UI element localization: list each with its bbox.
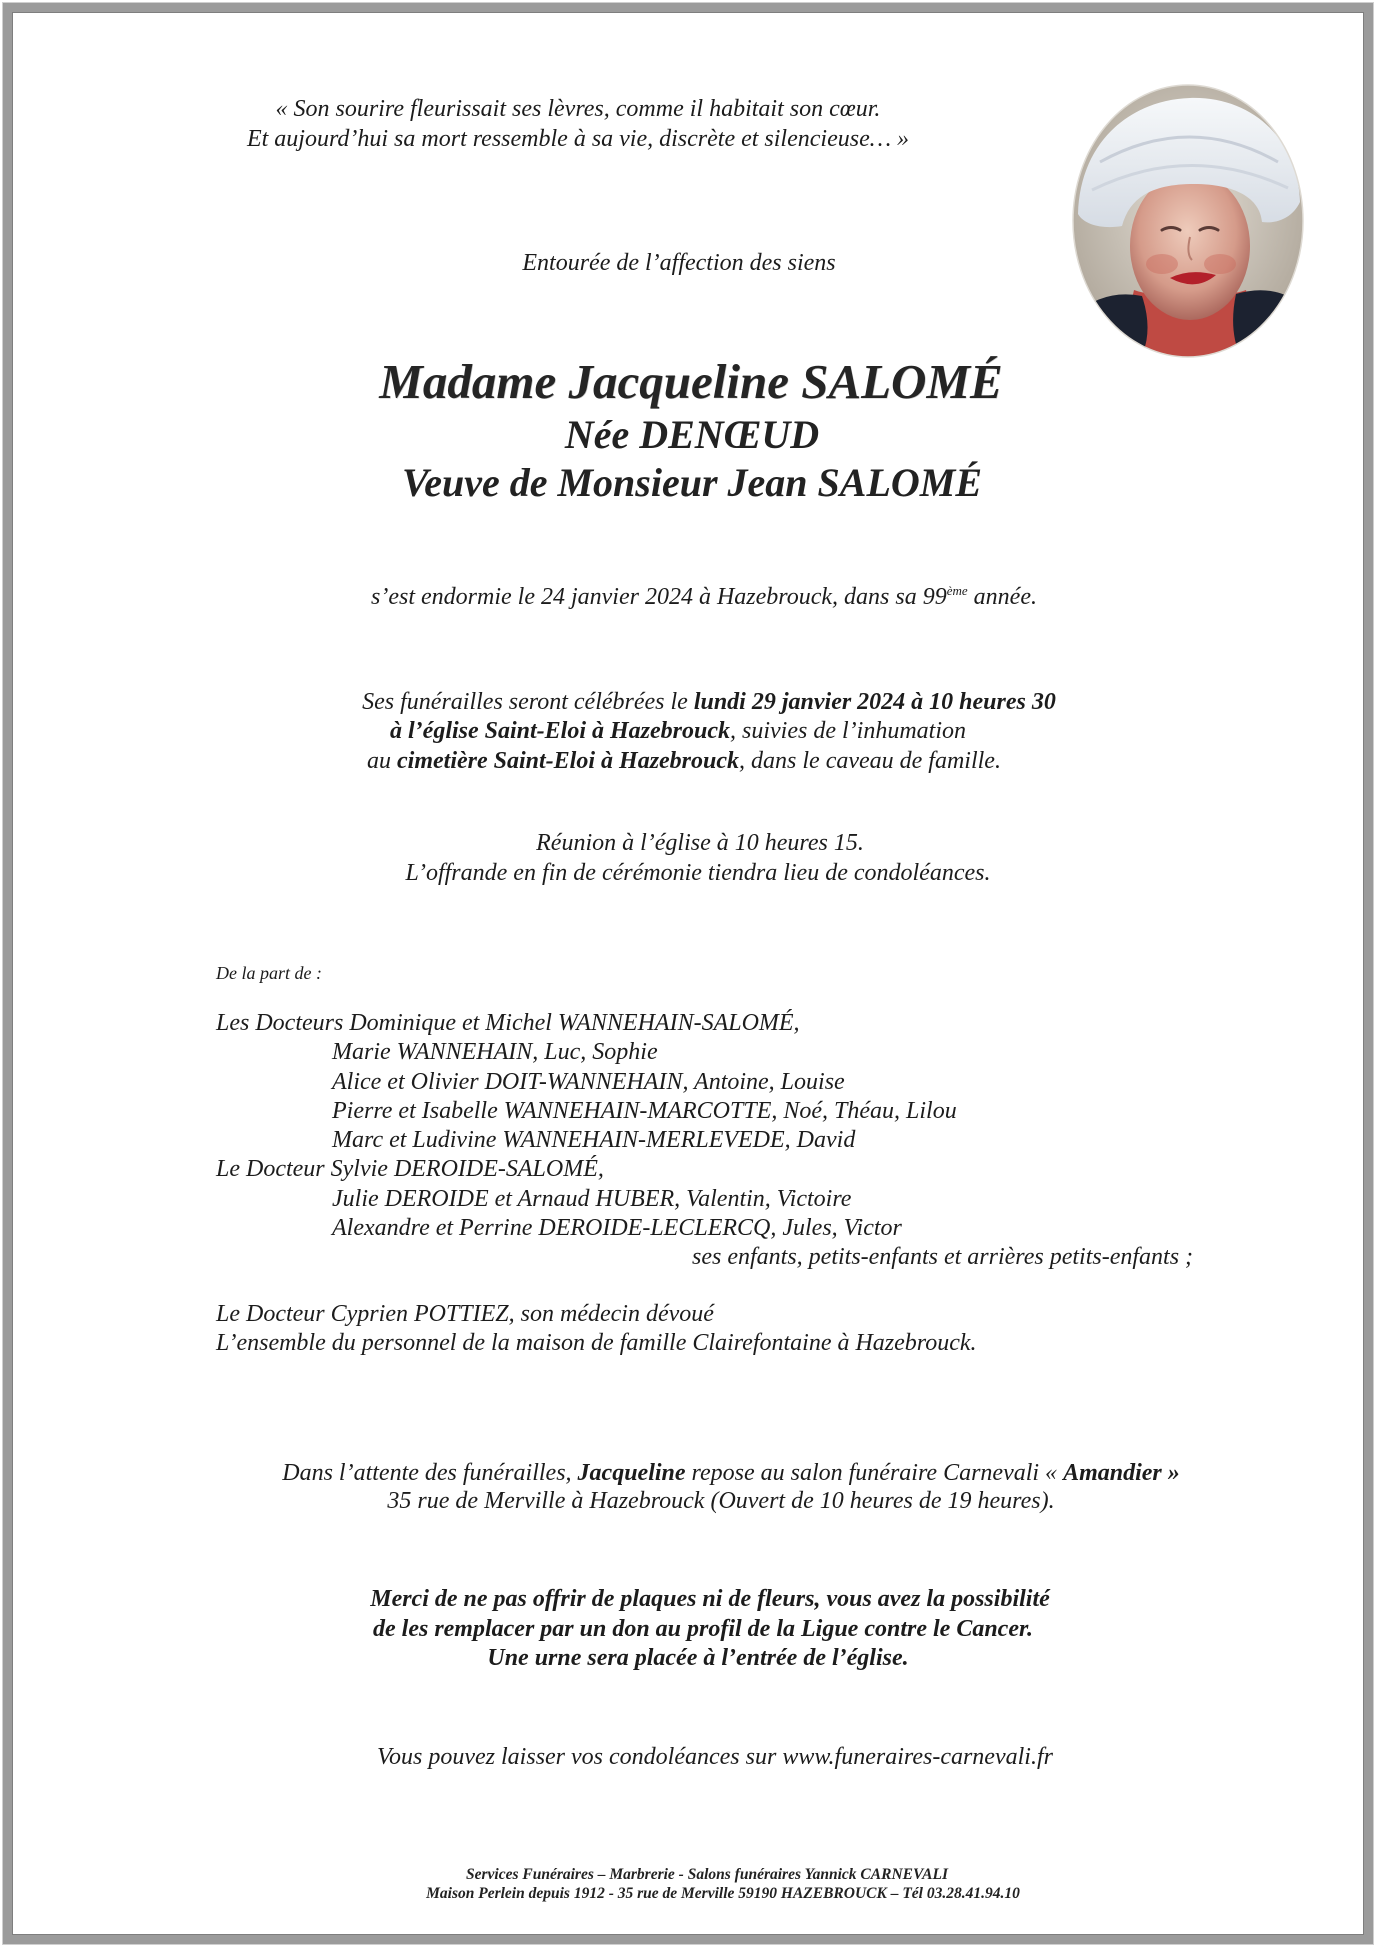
viewing-text: Dans l’attente des funérailles, xyxy=(282,1460,578,1486)
ordinal-suffix: ème xyxy=(946,583,968,598)
funeral-line xyxy=(362,687,1056,717)
funeral-date: lundi 29 janvier 2024 à 10 heures 30 xyxy=(693,689,1056,715)
request-line: Une urne sera placée à l’entrée de l’église. xyxy=(487,1645,909,1671)
death-announcement xyxy=(371,582,1037,612)
funeral-line xyxy=(390,716,966,746)
family-line: Le Docteur Sylvie DEROIDE-SALOMÉ, xyxy=(216,1156,604,1183)
mourner-line: Le Docteur Cyprien POTTIEZ, son médecin dévoué xyxy=(216,1301,714,1327)
family-line: Alexandre et Perrine DEROIDE-LECLERCQ, Jules, Victor xyxy=(332,1214,902,1241)
condolences-text: Vous pouvez laisser vos condoléances sur xyxy=(377,1744,783,1770)
family-list xyxy=(216,1009,1193,1272)
funeral-line xyxy=(367,746,1001,776)
footer-line: Maison Perlein depuis 1912 - 35 rue de Merville 59190 HAZEBROUCK – Tél 03.28.41.94.10 xyxy=(426,1885,1020,1902)
intro-text: Entourée de l’affection des siens xyxy=(522,250,836,276)
death-text: s’est endormie le 24 janvier 2024 à Hazebrouck, dans sa 99 xyxy=(371,584,947,610)
epigraph-line: « Son sourire fleurissait ses lèvres, comme il habitait son cœur. xyxy=(275,96,881,122)
request-line: de les remplacer par un don au profil de la Ligue contre le Cancer. xyxy=(373,1616,1033,1642)
footer-line: Services Funéraires – Marbrerie - Salons funéraires Yannick CARNEVALI xyxy=(465,1866,949,1883)
funeral-text: au xyxy=(367,748,398,774)
funeral-text: , suivies de l’inhumation xyxy=(730,718,966,744)
family-line: Marc et Ludivine WANNEHAIN-MERLEVEDE, David xyxy=(332,1127,856,1153)
epigraph-line: Et aujourd’hui sa mort ressemble à sa vie, discrète et silencieuse… » xyxy=(246,126,910,152)
meeting-time: Réunion à l’église à 10 heures 15. xyxy=(536,830,864,856)
family-line: Alice et Olivier DOIT-WANNEHAIN, Antoine, Louise xyxy=(332,1068,845,1095)
maiden-name: Née DENŒUD xyxy=(564,412,820,457)
salon-name: Amandier xyxy=(1063,1460,1162,1486)
family-line: Pierre et Isabelle WANNEHAIN-MARCOTTE, Noé, Théau, Lilou xyxy=(332,1097,957,1124)
website-url: www.funeraires-carnevali.fr xyxy=(782,1744,1053,1770)
funeral-text: , dans le caveau de famille. xyxy=(739,748,1001,774)
family-line: Les Docteurs Dominique et Michel WANNEHAIN-SALOMÉ, xyxy=(216,1010,800,1036)
other-mourners xyxy=(216,1300,977,1358)
viewing-line xyxy=(282,1458,1180,1488)
offering-note: L’offrande en fin de cérémonie tiendra lieu de condoléances. xyxy=(405,860,991,886)
viewing-text: » xyxy=(1161,1460,1180,1486)
portrait-image xyxy=(1070,82,1306,360)
viewing-name: Jacqueline xyxy=(577,1460,686,1486)
from-label: De la part de : xyxy=(216,963,322,983)
request-line: Merci de ne pas offrir de plaques ni de fleurs, vous avez la possibilité xyxy=(370,1586,1050,1612)
funeral-cemetery: cimetière Saint-Eloi à Hazebrouck xyxy=(397,748,740,774)
family-line: Marie WANNEHAIN, Luc, Sophie xyxy=(332,1039,658,1066)
widow-of: Veuve de Monsieur Jean SALOMÉ xyxy=(401,460,983,505)
family-line: Julie DEROIDE et Arnaud HUBER, Valentin, Victoire xyxy=(332,1185,852,1212)
deceased-name: Madame Jacqueline SALOMÉ xyxy=(379,354,1003,409)
death-text-end: année. xyxy=(967,584,1037,610)
funeral-text: Ses funérailles seront célébrées le xyxy=(362,689,694,715)
viewing-text: repose au salon funéraire Carnevali « xyxy=(685,1460,1064,1486)
funeral-church: à l’église Saint-Eloi à Hazebrouck xyxy=(390,718,731,744)
family-summary: ses enfants, petits-enfants et arrières petits-enfants ; xyxy=(692,1244,1194,1270)
portrait-photo xyxy=(1070,82,1306,360)
condolences-line xyxy=(377,1742,1053,1772)
epigraph-quote xyxy=(247,94,909,154)
mourner-line: L’ensemble du personnel de la maison de famille Clairefontaine à Hazebrouck. xyxy=(216,1330,977,1356)
viewing-address: 35 rue de Merville à Hazebrouck (Ouvert de 10 heures de 19 heures). xyxy=(387,1488,1055,1514)
